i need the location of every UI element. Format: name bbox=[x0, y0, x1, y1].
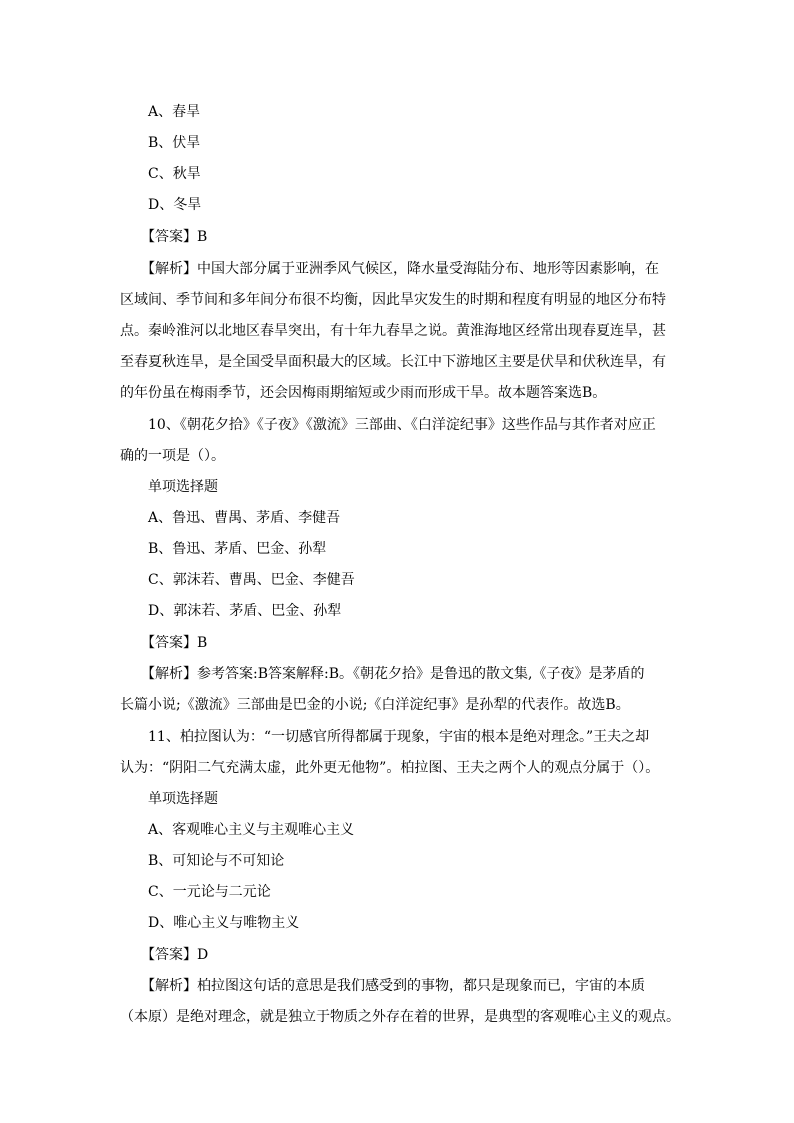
q11-question-line-2: 认为：“阴阳二气充满太虚，此外更无他物”。柏拉图、王夫之两个人的观点分属于（）。 bbox=[120, 760, 660, 776]
q9-option-c: C、秋旱 bbox=[148, 166, 201, 182]
q9-analysis-line-5: 的年份虽在梅雨季节，还会因梅雨期缩短或少雨而形成干旱。故本题答案选B。 bbox=[120, 385, 607, 401]
q11-analysis-line-1: 【解析】柏拉图这句话的意思是我们感受到的事物，都只是现象而已，宇宙的本质 bbox=[141, 978, 645, 994]
q10-option-d: D、郭沫若、茅盾、巴金、孙犁 bbox=[148, 603, 342, 619]
q9-analysis-line-2: 区域间、季节间和多年间分布很不均衡，因此旱灾发生的时期和程度有明显的地区分布特 bbox=[120, 292, 666, 308]
q10-analysis-line-2: 长篇小说;《激流》三部曲是巴金的小说;《白洋淀纪事》是孙犁的代表作。故选B。 bbox=[120, 697, 630, 713]
q10-question-type: 单项选择题 bbox=[148, 479, 218, 495]
q9-analysis-line-3: 点。秦岭淮河以北地区春旱突出，有十年九春旱之说。黄淮海地区经常出现春夏连旱，甚 bbox=[120, 323, 666, 339]
q9-analysis-line-4: 至春夏秋连旱，是全国受旱面积最大的区域。长江中下游地区主要是伏旱和伏秋连旱，有 bbox=[120, 354, 666, 370]
q10-option-c: C、郭沫若、曹禺、巴金、李健吾 bbox=[148, 572, 355, 588]
q11-question-type: 单项选择题 bbox=[148, 791, 218, 807]
q10-question-line-2: 确的一项是（）。 bbox=[120, 448, 225, 464]
q9-option-b: B、伏旱 bbox=[148, 135, 201, 151]
q10-question-line-1: 10、《朝花夕拾》《子夜》《激流》三部曲、《白洋淀纪事》这些作品与其作者对应正 bbox=[148, 417, 656, 433]
q9-option-a: A、春旱 bbox=[148, 104, 201, 120]
q9-analysis-line-1: 【解析】中国大部分属于亚洲季风气候区，降水量受海陆分布、地形等因素影响，在 bbox=[141, 261, 659, 277]
q10-answer: 【答案】B bbox=[141, 635, 208, 651]
q11-option-c: C、一元论与二元论 bbox=[148, 884, 271, 900]
q9-option-d: D、冬旱 bbox=[148, 197, 202, 213]
q11-answer: 【答案】D bbox=[141, 947, 209, 963]
q11-option-a: A、客观唯心主义与主观唯心主义 bbox=[148, 822, 355, 838]
q11-analysis-line-2: （本原）是绝对理念，就是独立于物质之外存在着的世界，是典型的客观唯心主义的观点。 bbox=[120, 1009, 680, 1025]
q10-option-b: B、鲁迅、茅盾、巴金、孙犁 bbox=[148, 541, 327, 557]
q10-analysis-line-1: 【解析】参考答案:B答案解释:B。《朝花夕拾》是鲁迅的散文集,《子夜》是茅盾的 bbox=[141, 666, 645, 682]
q9-answer: 【答案】B bbox=[141, 229, 208, 245]
q11-option-d: D、唯心主义与唯物主义 bbox=[148, 915, 300, 931]
q11-question-line-1: 11、柏拉图认为：“一切感官所得都属于现象，宇宙的根本是绝对理念。”王夫之却 bbox=[148, 729, 650, 745]
q11-option-b: B、可知论与不可知论 bbox=[148, 853, 285, 869]
q10-option-a: A、鲁迅、曹禺、茅盾、李健吾 bbox=[148, 510, 341, 526]
